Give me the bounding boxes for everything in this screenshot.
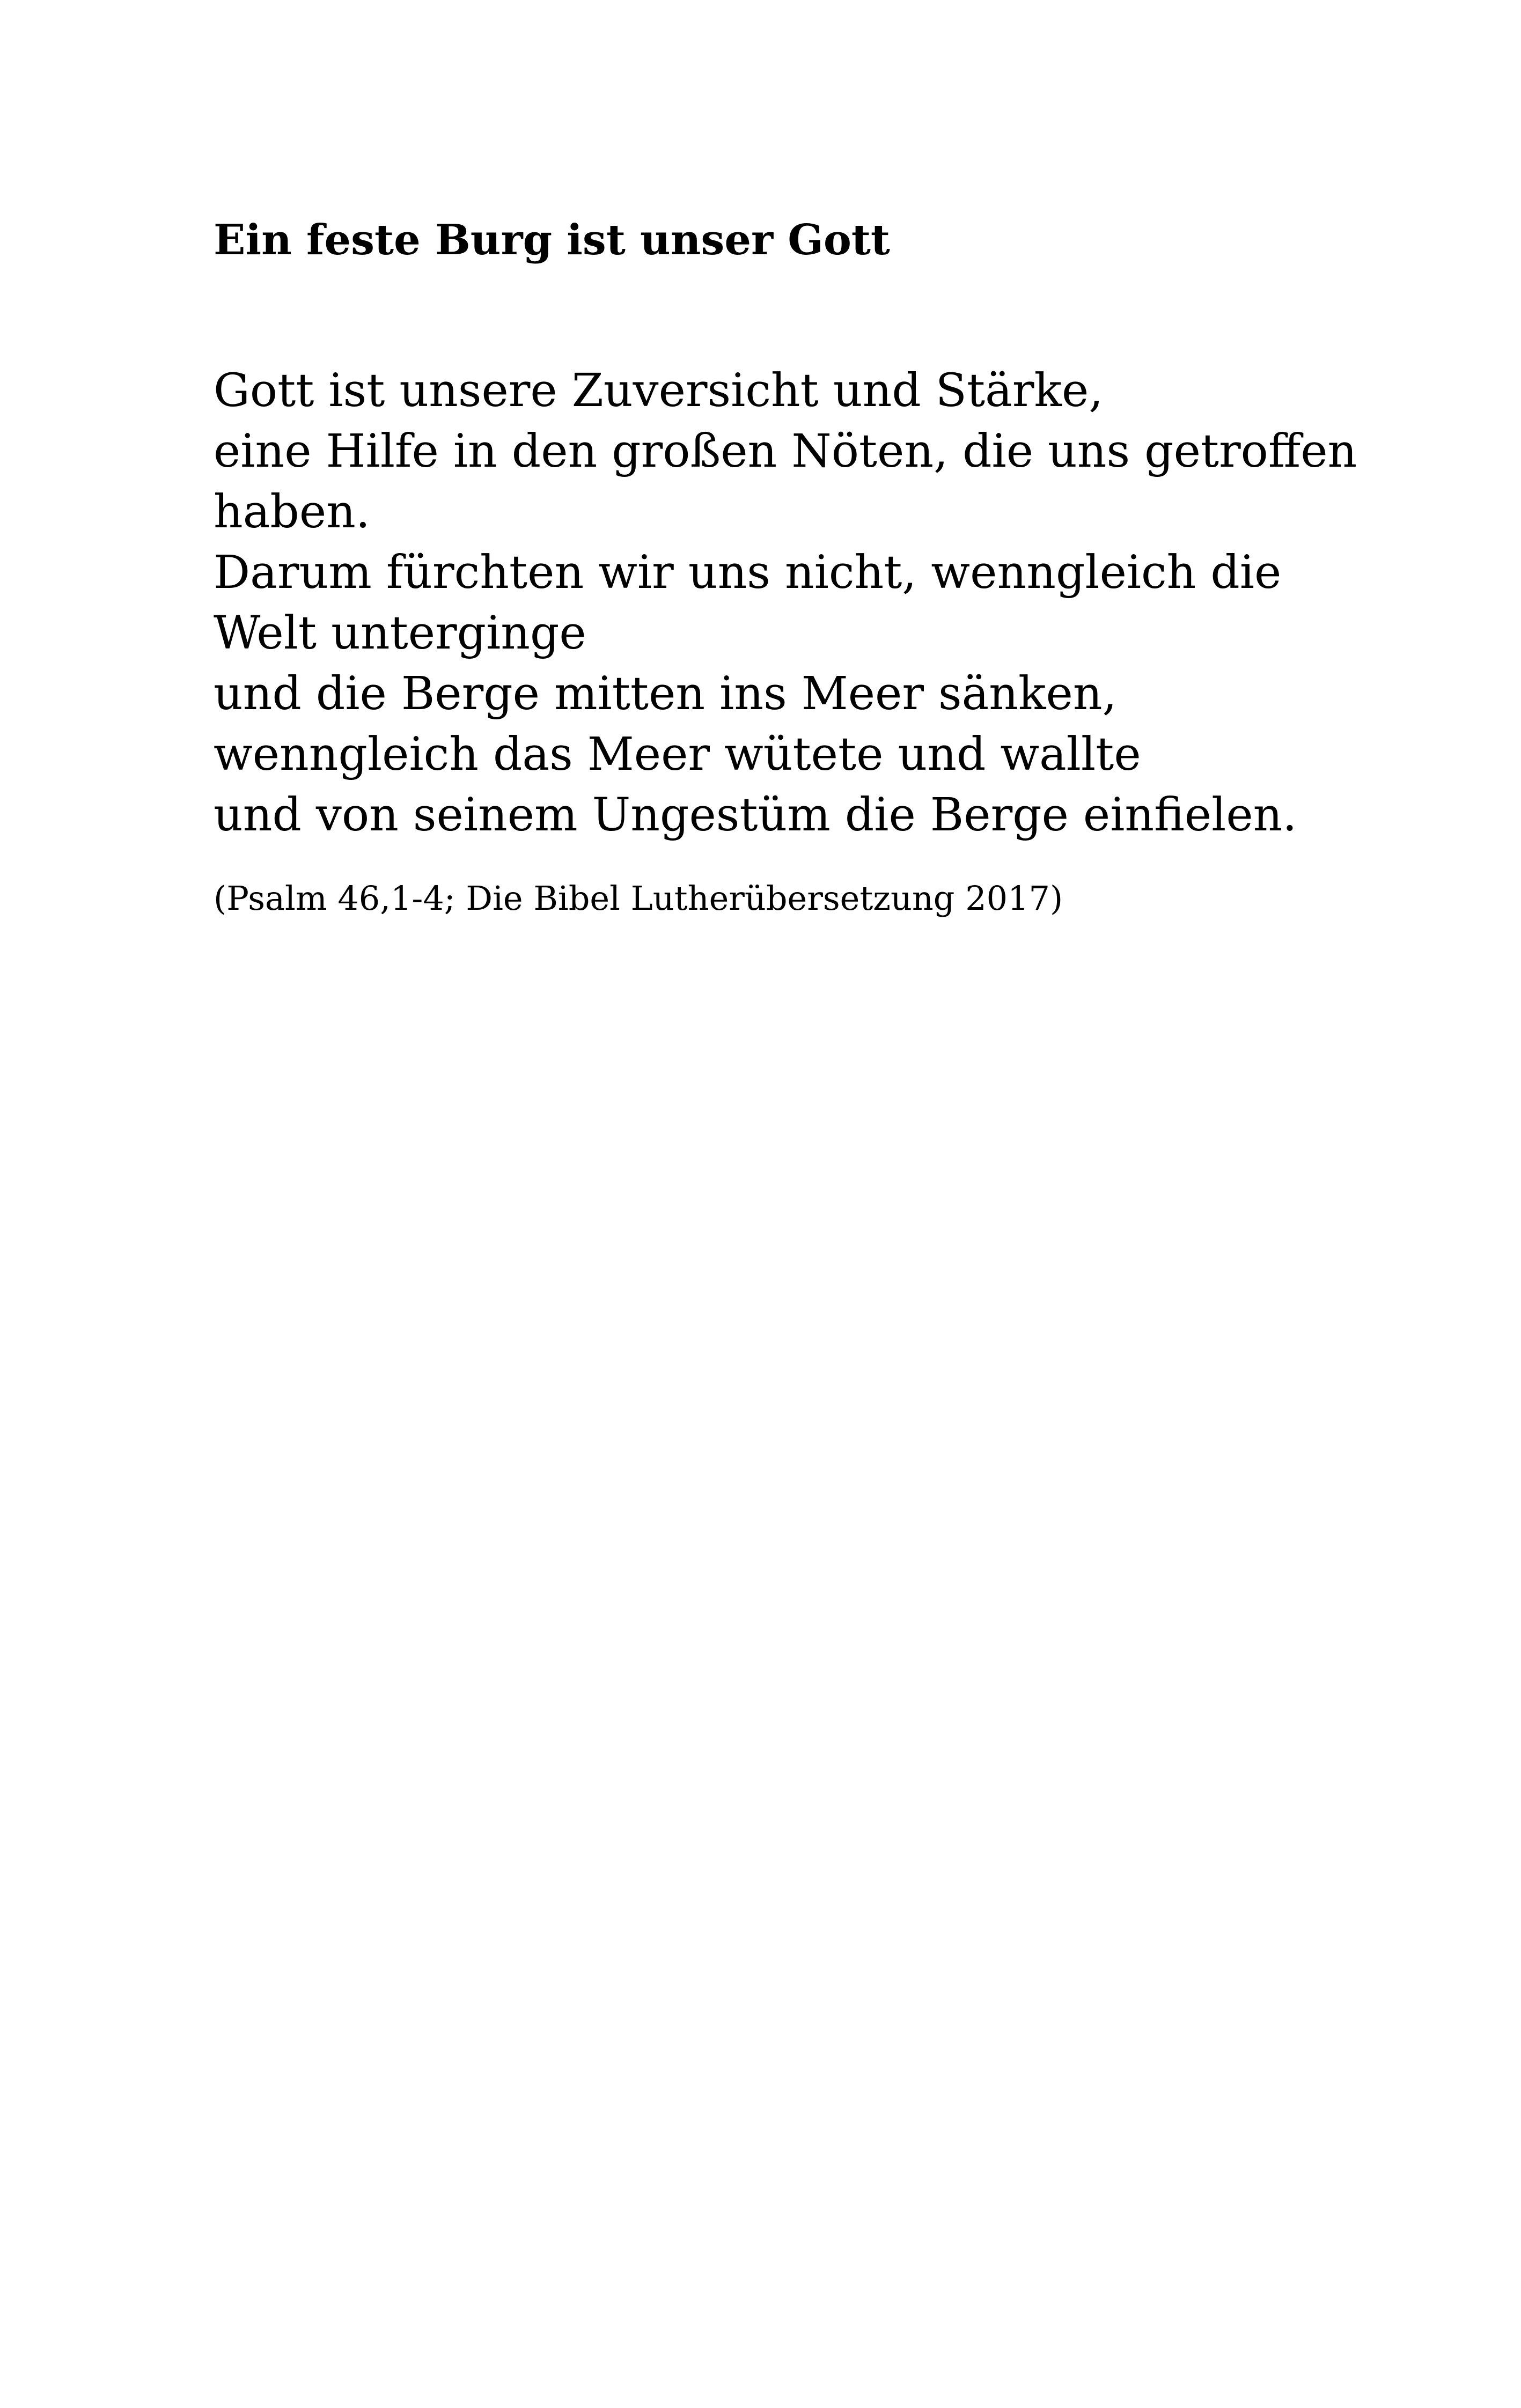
- page-title: Ein feste Burg ist unser Gott: [214, 216, 890, 264]
- text-line: und von seinem Ungestüm die Berge einfielen.: [214, 789, 1297, 842]
- text-line: Welt unterginge: [214, 607, 586, 660]
- text-line: Gott ist unsere Zuversicht und Stärke,: [214, 364, 1104, 417]
- text-line: und die Berge mitten ins Meer sänken,: [214, 667, 1117, 720]
- text-line: wenngleich das Meer wütete und wallte: [214, 728, 1141, 781]
- psalm-text: [214, 360, 1357, 845]
- text-line: eine Hilfe in den großen Nöten, die uns getroffen: [214, 425, 1357, 478]
- text-line: Darum fürchten wir uns nicht, wenngleich die: [214, 546, 1282, 599]
- text-line: haben.: [214, 485, 370, 539]
- citation: (Psalm 46,1-4; Die Bibel Lutherübersetzung 2017): [214, 879, 1063, 918]
